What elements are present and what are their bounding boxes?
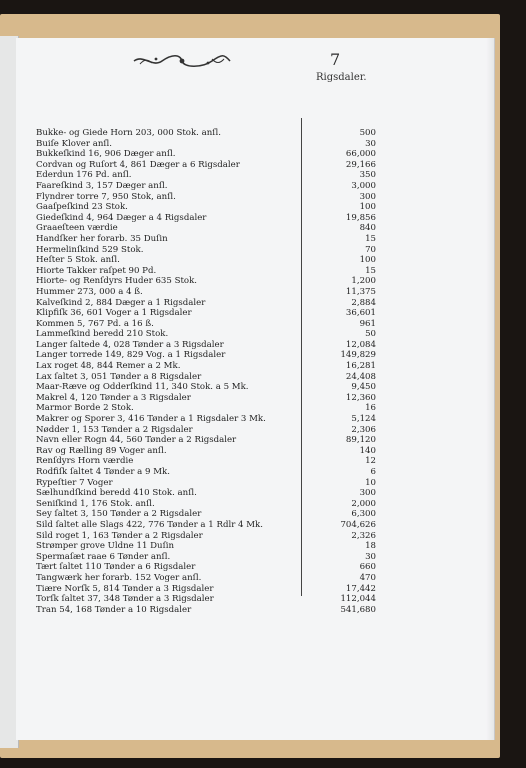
row-value: 12,360	[345, 392, 376, 403]
ledger-row	[36, 520, 376, 531]
ledger-row	[36, 584, 376, 595]
row-text: Tangwærk her forarb. 152 Voger anſl.	[36, 572, 202, 583]
ledger-row	[36, 350, 376, 361]
ledger-row	[36, 308, 376, 319]
row-value: 961	[359, 318, 376, 329]
row-text: Flyndrer torre 7, 950 Stok, anſl.	[36, 191, 176, 202]
row-value: 24,408	[345, 371, 376, 382]
row-text: Gaaſpeſkind 23 Stok.	[36, 202, 128, 213]
column-header-rigsdaler: Rigsdaler.	[316, 72, 367, 83]
row-value: 2,306	[351, 424, 376, 435]
row-text: Rav og Rælling 89 Voger anſl.	[36, 445, 167, 456]
row-value: 3,000	[351, 180, 376, 191]
row-text: Bukke- og Giede Horn 203, 000 Stok. anſl.	[36, 128, 221, 138]
row-value: 29,166	[345, 159, 376, 170]
row-text: Tran 54, 168 Tønder a 10 Rigsdaler	[36, 604, 192, 615]
row-text: Makrel 4, 120 Tønder a 3 Rigsdaler	[36, 392, 191, 403]
ledger-row	[36, 541, 376, 552]
row-text: Faareſkind 3, 157 Dæger anſl.	[36, 180, 168, 191]
row-text: Rypeſtier 7 Voger	[36, 477, 113, 488]
row-value: 350	[359, 170, 376, 181]
ledger-row	[36, 298, 376, 309]
ledger-row	[36, 372, 376, 383]
ledger-row	[36, 319, 376, 330]
row-text: Tært ſaltet 110 Tønder a 6 Rigsdaler	[36, 562, 196, 573]
ledger-row	[36, 605, 376, 616]
row-value: 36,601	[345, 308, 376, 319]
ledger-row	[36, 149, 376, 160]
row-value: 500	[359, 128, 376, 138]
row-text: Tiære Norſk 5, 814 Tønder a 3 Rigsdaler	[36, 583, 214, 594]
ledger-row	[36, 414, 376, 425]
row-text: Renſdyrs Horn værdie	[36, 456, 134, 467]
row-value: 30	[365, 551, 376, 562]
row-value: 16	[365, 403, 376, 414]
ledger-row	[36, 223, 376, 234]
row-text: Rodfiſk ſaltet 4 Tønder a 9 Mk.	[36, 467, 170, 477]
row-text: Spermaſæt raae 6 Tønder anſl.	[36, 551, 171, 562]
row-text: Handſker her forarb. 35 Duſin	[36, 233, 168, 244]
row-value: 6,300	[351, 509, 376, 520]
row-text: Hiorte Takker raſpet 90 Pd.	[36, 265, 157, 276]
row-value: 30	[365, 138, 376, 149]
row-value: 140	[359, 445, 376, 456]
ledger-row	[36, 160, 376, 171]
row-value: 5,124	[351, 414, 376, 425]
ledger-row	[36, 139, 376, 150]
row-text: Kommen 5, 767 Pd. a 16 ß.	[36, 318, 154, 329]
row-value: 12	[365, 456, 376, 467]
ledger-row	[36, 192, 376, 203]
row-value: 300	[359, 191, 376, 202]
ledger-list	[36, 128, 376, 615]
ledger-row	[36, 245, 376, 256]
row-text: Kalveſkind 2, 884 Dæger a 1 Rigsdaler	[36, 297, 206, 308]
row-text: Giedeſkind 4, 964 Dæger a 4 Rigsdaler	[36, 212, 207, 223]
row-text: Lammeſkind beredd 210 Stok.	[36, 329, 169, 340]
row-text: Klipfiſk 36, 601 Voger a 1 Rigsdaler	[36, 308, 192, 319]
row-text: Cordvan og Ruſort 4, 861 Dæger a 6 Rigsdaler	[36, 159, 240, 170]
ledger-row	[36, 266, 376, 277]
row-value: 9,450	[351, 382, 376, 393]
row-value: 2,000	[351, 498, 376, 509]
row-value: 15	[365, 233, 376, 244]
ledger-row	[36, 499, 376, 510]
row-value: 660	[359, 562, 376, 573]
row-value: 15	[365, 265, 376, 276]
row-text: Langer ſaltede 4, 028 Tønder a 3 Rigsdaler	[36, 339, 224, 350]
row-value: 300	[359, 488, 376, 499]
row-text: Hummer 273, 000 a 4 ß.	[36, 286, 143, 297]
row-text: Ederdun 176 Pd. anſl.	[36, 170, 132, 181]
ledger-row	[36, 435, 376, 446]
row-value: 17,442	[345, 583, 376, 594]
ledger-row	[36, 488, 376, 499]
row-text: Heſter 5 Stok. anſl.	[36, 255, 120, 266]
ledger-row	[36, 361, 376, 372]
row-value: 18	[365, 541, 376, 552]
row-value: 112,044	[340, 594, 376, 605]
row-text: Sild ſaltet alle Slags 422, 776 Tønder a 1 Rdlr 4 Mk.	[36, 519, 263, 530]
row-text: Torſk ſaltet 37, 348 Tønder a 3 Rigsdaler	[36, 594, 214, 605]
row-value: 11,375	[345, 286, 376, 297]
row-value: 1,200	[351, 276, 376, 287]
row-text: Maar-Ræve og Odderſkind 11, 340 Stok. a 5 Mk.	[36, 382, 249, 393]
row-text: Bukkeſkind 16, 906 Dæger anſl.	[36, 149, 176, 160]
row-text: Seniſkind 1, 176 Stok. anſl.	[36, 498, 155, 509]
page-number: 7	[330, 50, 341, 69]
ledger-row	[36, 170, 376, 181]
ledger-row	[36, 128, 376, 139]
ledger-row	[36, 446, 376, 457]
row-value: 100	[359, 202, 376, 213]
ledger-row	[36, 234, 376, 245]
row-text: Nødder 1, 153 Tønder a 2 Rigsdaler	[36, 424, 193, 435]
row-value: 470	[359, 572, 376, 583]
row-text: Sild roget 1, 163 Tønder a 2 Rigsdaler	[36, 530, 203, 541]
ledger-row	[36, 403, 376, 414]
row-value: 16,281	[345, 361, 376, 372]
row-text: Hermelinſkind 529 Stok.	[36, 244, 144, 255]
row-text: Buiſe Klover anſl.	[36, 138, 113, 149]
ledger-row	[36, 425, 376, 436]
ledger-row	[36, 382, 376, 393]
ledger-row	[36, 467, 376, 478]
row-text: Marmor Borde 2 Stok.	[36, 403, 134, 414]
ledger-row	[36, 531, 376, 542]
ledger-row	[36, 478, 376, 489]
ledger-row	[36, 393, 376, 404]
ledger-row	[36, 202, 376, 213]
ledger-row	[36, 509, 376, 520]
ledger-row	[36, 181, 376, 192]
row-text: Graaeſteen værdie	[36, 223, 118, 234]
ledger-row	[36, 287, 376, 298]
ledger-row	[36, 329, 376, 340]
row-value: 10	[365, 477, 376, 488]
row-value: 50	[365, 329, 376, 340]
ornament-headpiece-icon	[132, 52, 232, 70]
ledger-row	[36, 456, 376, 467]
row-value: 2,326	[351, 530, 376, 541]
row-value: 12,084	[345, 339, 376, 350]
row-text: Langer torrede 149, 829 Vog. a 1 Rigsdaler	[36, 350, 226, 361]
row-value: 149,829	[340, 350, 376, 361]
ledger-row	[36, 276, 376, 287]
row-text: Strømper grove Uldne 11 Duſin	[36, 541, 175, 552]
row-value: 19,856	[345, 212, 376, 223]
row-text: Navn eller Rogn 44, 560 Tønder a 2 Rigsdaler	[36, 435, 237, 446]
ledger-row	[36, 573, 376, 584]
row-text: Lax ſaltet 3, 051 Tønder a 8 Rigsdaler	[36, 371, 202, 382]
ledger-row	[36, 213, 376, 224]
row-value: 2,884	[351, 297, 376, 308]
row-text: Sey ſaltet 3, 150 Tønder a 2 Rigsdaler	[36, 509, 202, 520]
row-text: Lax roget 48, 844 Remer a 2 Mk.	[36, 361, 181, 372]
row-value: 100	[359, 255, 376, 266]
ledger-row	[36, 340, 376, 351]
row-text: Sælhundſkind beredd 410 Stok. anſl.	[36, 488, 197, 499]
row-text: Hiorte- og Renſdyrs Huder 635 Stok.	[36, 276, 198, 287]
row-value: 70	[365, 244, 376, 255]
ledger-row	[36, 562, 376, 573]
row-value: 541,680	[340, 604, 376, 615]
row-value: 704,626	[340, 519, 376, 530]
row-value: 89,120	[345, 435, 376, 446]
ledger-row	[36, 594, 376, 605]
row-text: Makrer og Sporer 3, 416 Tønder a 1 Rigsdaler 3 Mk.	[36, 414, 266, 425]
row-value: 66,000	[345, 149, 376, 160]
row-value: 6	[370, 467, 376, 477]
row-value: 840	[359, 223, 376, 234]
ledger-row	[36, 255, 376, 266]
ledger-row	[36, 552, 376, 563]
